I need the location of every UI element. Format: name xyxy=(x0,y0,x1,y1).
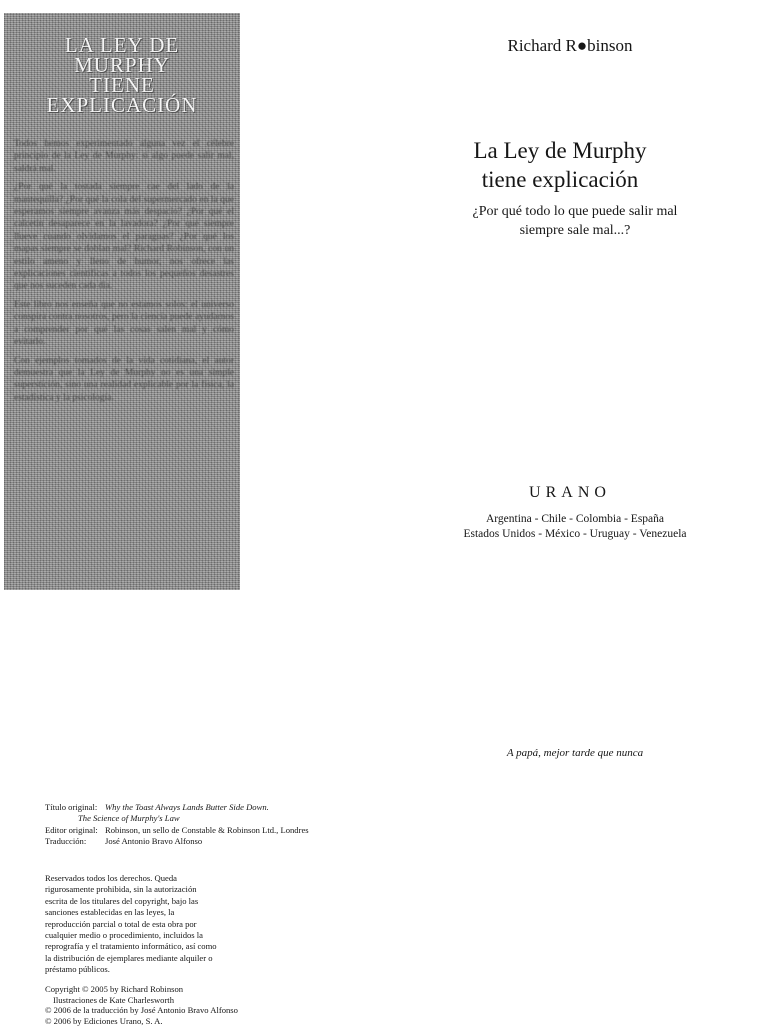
flap-blurb-paragraph: Este libro nos enseña que no estamos solos: el universo conspira contra nosotros, pero la ciencia puede ayudarnos a comprender por qué las cosas salen mal y cómo evitarlo. xyxy=(14,299,234,348)
book-title-line: La Ley de Murphy xyxy=(473,138,647,163)
flap-blurb-paragraph: Con ejemplos tomados de la vida cotidiana, el autor demuestra que la Ley de Murphy no es una simple superstición, sino una realidad explicable por la física, la estadística y la psicología. xyxy=(14,355,234,403)
credit-label: Título original: xyxy=(45,802,98,812)
credit-translation xyxy=(45,836,345,847)
author-name: Richard R●binson xyxy=(507,36,633,55)
credit-original-publisher xyxy=(45,825,345,836)
flap-blurb xyxy=(14,138,234,410)
copyright-block xyxy=(45,984,305,1026)
flap-title-line: TIENE xyxy=(89,73,155,97)
credit-label: Traducción: xyxy=(45,836,87,847)
copyright-line: © 2006 by Ediciones Urano, S. A. xyxy=(45,1015,163,1026)
credits-block xyxy=(45,802,345,848)
book-title xyxy=(440,136,680,194)
credit-original-title xyxy=(45,802,345,813)
back-cover-flap xyxy=(4,13,240,590)
copyright-line: Ilustraciones de Kate Charlesworth xyxy=(53,994,174,1005)
flap-title-line: MURPHY xyxy=(74,53,170,77)
flap-title-line: LA LEY DE xyxy=(64,33,180,57)
book-title-line: tiene explicación xyxy=(481,167,639,192)
credit-value: Robinson, un sello de Constable & Robinson Ltd., Londres xyxy=(105,824,309,835)
dedication: A papá, mejor tarde que nunca xyxy=(506,747,644,759)
publisher-name: URANO xyxy=(529,484,611,501)
countries-line: Argentina - Chile - Colombia - España xyxy=(486,513,664,525)
credit-value: Why the Toast Always Lands Butter Side Down. xyxy=(105,802,269,812)
subtitle-line: ¿Por qué todo lo que puede salir mal xyxy=(472,204,678,219)
flap-title-line: EXPLICACIÓN xyxy=(46,93,198,117)
credit-label: Editor original: xyxy=(45,824,98,835)
credit-original-title-cont: The Science of Murphy's Law xyxy=(78,813,180,824)
flap-blurb-paragraph: Todos hemos experimentado alguna vez el célebre principio de la Ley de Murphy: si algo puede salir mal, saldrá mal. xyxy=(14,139,234,174)
countries-line: Estados Unidos - México - Uruguay - Venezuela xyxy=(463,528,687,540)
publisher-countries xyxy=(440,512,710,542)
subtitle-line: siempre sale mal...? xyxy=(519,223,631,238)
copyright-line: © 2006 de la traducción by José Antonio Bravo Alfonso xyxy=(45,1005,238,1016)
flap-title xyxy=(10,35,234,115)
credit-value: José Antonio Bravo Alfonso xyxy=(105,836,203,847)
rights-notice: Reservados todos los derechos. Queda rigurosamente prohibida, sin la autorización escrita de los titulares del copyright, bajo las sanciones establecidas en las leyes, la reproducción parcial o total de esta obra por cualquier medio o procedimiento, incluidos la reprografía y el tratamiento informático, así como la distribución de ejemplares mediante alquiler o préstamo públicos. xyxy=(45,873,217,975)
flap-blurb-paragraph: ¿Por qué la tostada siempre cae del lado de la mantequilla? ¿Por qué la cola del supermercado en la que esperamos siempre avanza más despacio? ¿Por qué el calcetín desaparece en la lavadora? ¿Por qué siempre llueve cuando olvidamos el paraguas? ¿Por qué los mapas siempre se doblan mal? Richard Robinson, con un estilo ameno y lleno de humor, nos ofrece las explicaciones científicas a todos los pequeños desastres que nos suceden cada día. xyxy=(14,182,234,292)
copyright-line: Copyright © 2005 by Richard Robinson xyxy=(45,984,184,994)
book-subtitle xyxy=(455,202,695,240)
